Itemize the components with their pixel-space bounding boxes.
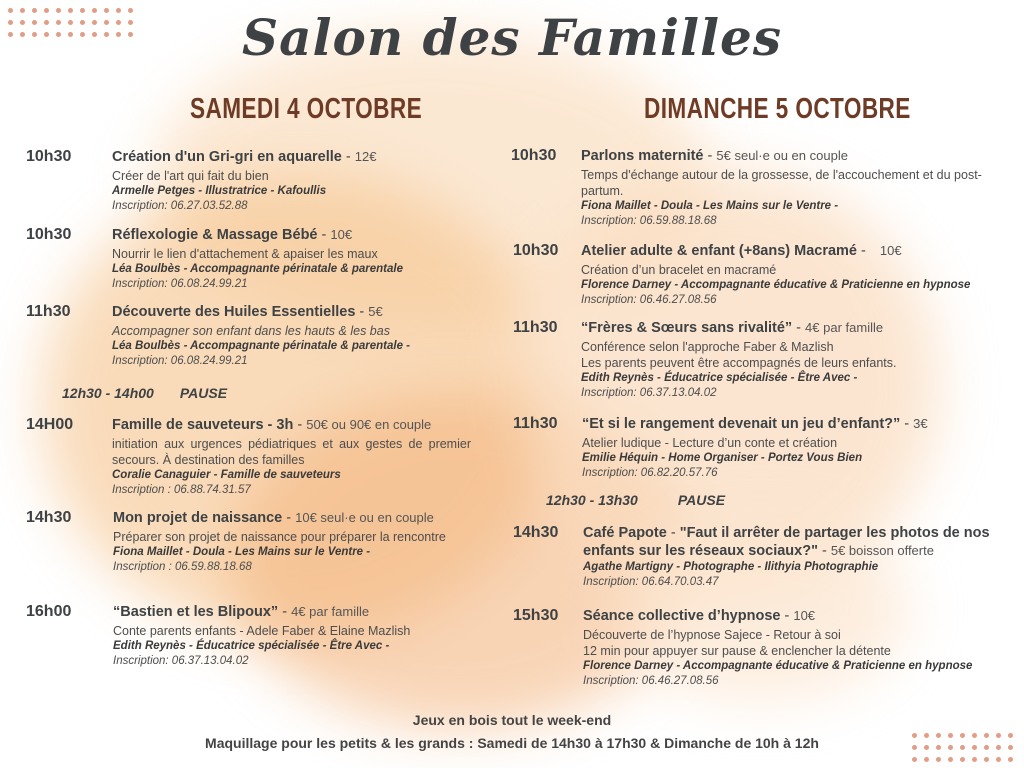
event-description: Découverte de l’hypnose Sajece - Retour à soi bbox=[583, 628, 841, 642]
event-subtitle: "Faut il arrêter de partager les photos de nos enfants sur les réseaux sociaux?" bbox=[583, 525, 990, 559]
event-inscription: Inscription: 06.37.13.04.02 bbox=[113, 655, 249, 667]
event-title: Famille de sauveteurs - 3h bbox=[112, 417, 294, 433]
event-price: 50€ ou 90€ en couple bbox=[306, 417, 432, 432]
event-inscription: Inscription: 06.37.13.04.02 bbox=[581, 387, 717, 399]
event-time: 10h30 bbox=[26, 226, 72, 243]
event-time: 11h30 bbox=[513, 319, 558, 336]
event-inscription: Inscription: 06.46.27.08.56 bbox=[581, 294, 717, 306]
pause-label: PAUSE bbox=[179, 385, 228, 401]
event-price: 10€ seul·e ou en couple bbox=[295, 510, 434, 525]
decorative-dot bbox=[936, 757, 941, 762]
event-description: Conférence selon l'approche Faber & Mazlish bbox=[581, 340, 834, 354]
event-host: Fiona Maillet - Doula - Les Mains sur le Ventre - bbox=[113, 546, 371, 558]
event-inscription: Inscription: 06.08.24.99.21 bbox=[112, 355, 248, 367]
event-price: 12€ bbox=[354, 149, 377, 164]
event-time: 11h30 bbox=[26, 303, 71, 320]
event-inscription: Inscription: 06.64.70.03.47 bbox=[583, 576, 719, 588]
saturday-heading: SAMEDI 4 OCTOBRE bbox=[190, 93, 423, 125]
pause-time: 12h30 - 14h00 bbox=[62, 385, 154, 401]
event-title: “Frères & Sœurs sans rivalité” bbox=[581, 320, 793, 336]
event-title: Découverte des Huiles Essentielles bbox=[112, 304, 356, 320]
event-host: Emilie Héquin - Home Organiser - Portez Vous Bien bbox=[582, 452, 863, 464]
footer-line-games: Jeux en bois tout le week-end bbox=[412, 712, 612, 728]
event-description: Création d’un bracelet en macramé bbox=[581, 263, 777, 277]
event-title: Parlons maternité bbox=[581, 148, 704, 164]
event-description: Conte parents enfants - Adele Faber & Elaine Mazlish bbox=[113, 624, 411, 638]
event-host: Léa Boulbès - Accompagnante périnatale & parentale bbox=[112, 263, 403, 275]
event-title: Séance collective d’hypnose bbox=[583, 608, 781, 624]
event-time: 11h30 bbox=[513, 415, 558, 432]
event-time: 10h30 bbox=[511, 147, 557, 164]
event-host: Florence Darney - Accompagnante éducative & Praticienne en hypnose bbox=[583, 660, 973, 672]
event-price: 10€ bbox=[879, 243, 902, 258]
event-price: 4€ par famille bbox=[291, 604, 370, 619]
sunday-pause bbox=[546, 492, 725, 508]
pause-label: PAUSE bbox=[677, 492, 726, 508]
event-description: 12 min pour appuyer sur pause & enclencher la détente bbox=[583, 644, 891, 658]
event-inscription: Inscription: 06.46.27.08.56 bbox=[583, 675, 719, 687]
event-inscription: Inscription: 06.27.03.52.88 bbox=[112, 200, 248, 212]
event-price: 10€ bbox=[330, 227, 353, 242]
event-description: Nourrir le lien d'attachement & apaiser les maux bbox=[112, 247, 378, 261]
event-time: 14H00 bbox=[26, 416, 74, 433]
event-title: Création d'un Gri-gri en aquarelle bbox=[112, 149, 342, 165]
event-title: “Bastien et les Blipoux” bbox=[113, 604, 279, 620]
event-price: 3€ bbox=[913, 416, 928, 431]
event-host: Fiona Maillet - Doula - Les Mains sur le Ventre - bbox=[581, 200, 839, 212]
footer-line-makeup: Maquillage pour les petits & les grands : Samedi de 14h30 à 17h30 & Dimanche de 10h à 12h bbox=[205, 735, 819, 751]
event-inscription: Inscription: 06.82.20.57.76 bbox=[582, 467, 718, 479]
event-host: Edith Reynès - Éducatrice spécialisée - Être Avec - bbox=[113, 640, 390, 652]
event-description: Créer de l'art qui fait du bien bbox=[112, 169, 269, 183]
decorative-dot bbox=[924, 757, 929, 762]
event-time: 14h30 bbox=[26, 509, 72, 526]
event-title: Atelier adulte & enfant (+8ans) Macramé bbox=[581, 243, 857, 259]
event-description: Préparer son projet de naissance pour préparer la rencontre bbox=[113, 530, 446, 544]
poster-title: Salon des Familles bbox=[242, 8, 782, 67]
event-host: Armelle Petges - Illustratrice - Kafoullis bbox=[112, 185, 327, 197]
event-inscription: Inscription : 06.88.74.31.57 bbox=[112, 484, 251, 496]
saturday-pause bbox=[62, 385, 227, 401]
event-title: “Et si le rangement devenait un jeu d’enfant?” bbox=[582, 416, 901, 432]
decorative-dot bbox=[972, 757, 977, 762]
sunday-heading: DIMANCHE 5 OCTOBRE bbox=[644, 93, 911, 125]
event-host: Florence Darney - Accompagnante éducative & Praticienne en hypnose bbox=[581, 279, 971, 291]
event-description: Atelier ludique - Lecture d’un conte et création bbox=[582, 436, 838, 450]
event-price: 10€ bbox=[793, 608, 816, 623]
event-host: Léa Boulbès - Accompagnante périnatale & parentale - bbox=[112, 340, 411, 352]
event-title: Réflexologie & Massage Bébé bbox=[112, 227, 318, 243]
decorative-dot bbox=[912, 757, 917, 762]
event-time: 10h30 bbox=[513, 242, 559, 259]
event-title: Café Papote bbox=[583, 525, 667, 541]
event-inscription: Inscription: 06.08.24.99.21 bbox=[112, 278, 248, 290]
decorative-dot bbox=[996, 757, 1001, 762]
event-inscription: Inscription: 06.59.88.18.68 bbox=[581, 215, 717, 227]
event-time: 16h00 bbox=[26, 603, 72, 620]
event-time: 14h30 bbox=[513, 524, 559, 541]
pause-time: 12h30 - 13h30 bbox=[546, 492, 638, 508]
event-price: 4€ par famille bbox=[805, 320, 884, 335]
event-title: Mon projet de naissance bbox=[113, 510, 283, 526]
event-time: 10h30 bbox=[26, 148, 72, 165]
decorative-dot bbox=[984, 757, 989, 762]
decorative-dot bbox=[948, 757, 953, 762]
event-price: 5€ seul·e ou en couple bbox=[716, 148, 848, 163]
decorative-dot bbox=[960, 757, 965, 762]
event-description: Les parents peuvent être accompagnés de leurs enfants. bbox=[581, 356, 897, 370]
event-price: 5€ boisson offerte bbox=[830, 543, 934, 558]
event-description: Accompagner son enfant dans les hauts & les bas bbox=[112, 324, 390, 338]
event-inscription: Inscription : 06.59.88.18.68 bbox=[113, 561, 252, 573]
event-host: Edith Reynès - Éducatrice spécialisée - Être Avec - bbox=[581, 372, 858, 384]
event-host: Agathe Martigny - Photographe - Ilithyia Photographie bbox=[583, 561, 879, 573]
decorative-dot bbox=[1008, 757, 1013, 762]
event-time: 15h30 bbox=[513, 607, 559, 624]
event-description: initiation aux urgences pédiatriques et aux gestes de premier secours. À destination des familles bbox=[112, 437, 471, 467]
event-host: Coralie Canaguier - Famille de sauveteurs bbox=[112, 469, 341, 481]
event-description: Temps d'échange autour de la grossesse, de l'accouchement et du post-partum. bbox=[581, 168, 982, 198]
event-price: 5€ bbox=[368, 304, 383, 319]
